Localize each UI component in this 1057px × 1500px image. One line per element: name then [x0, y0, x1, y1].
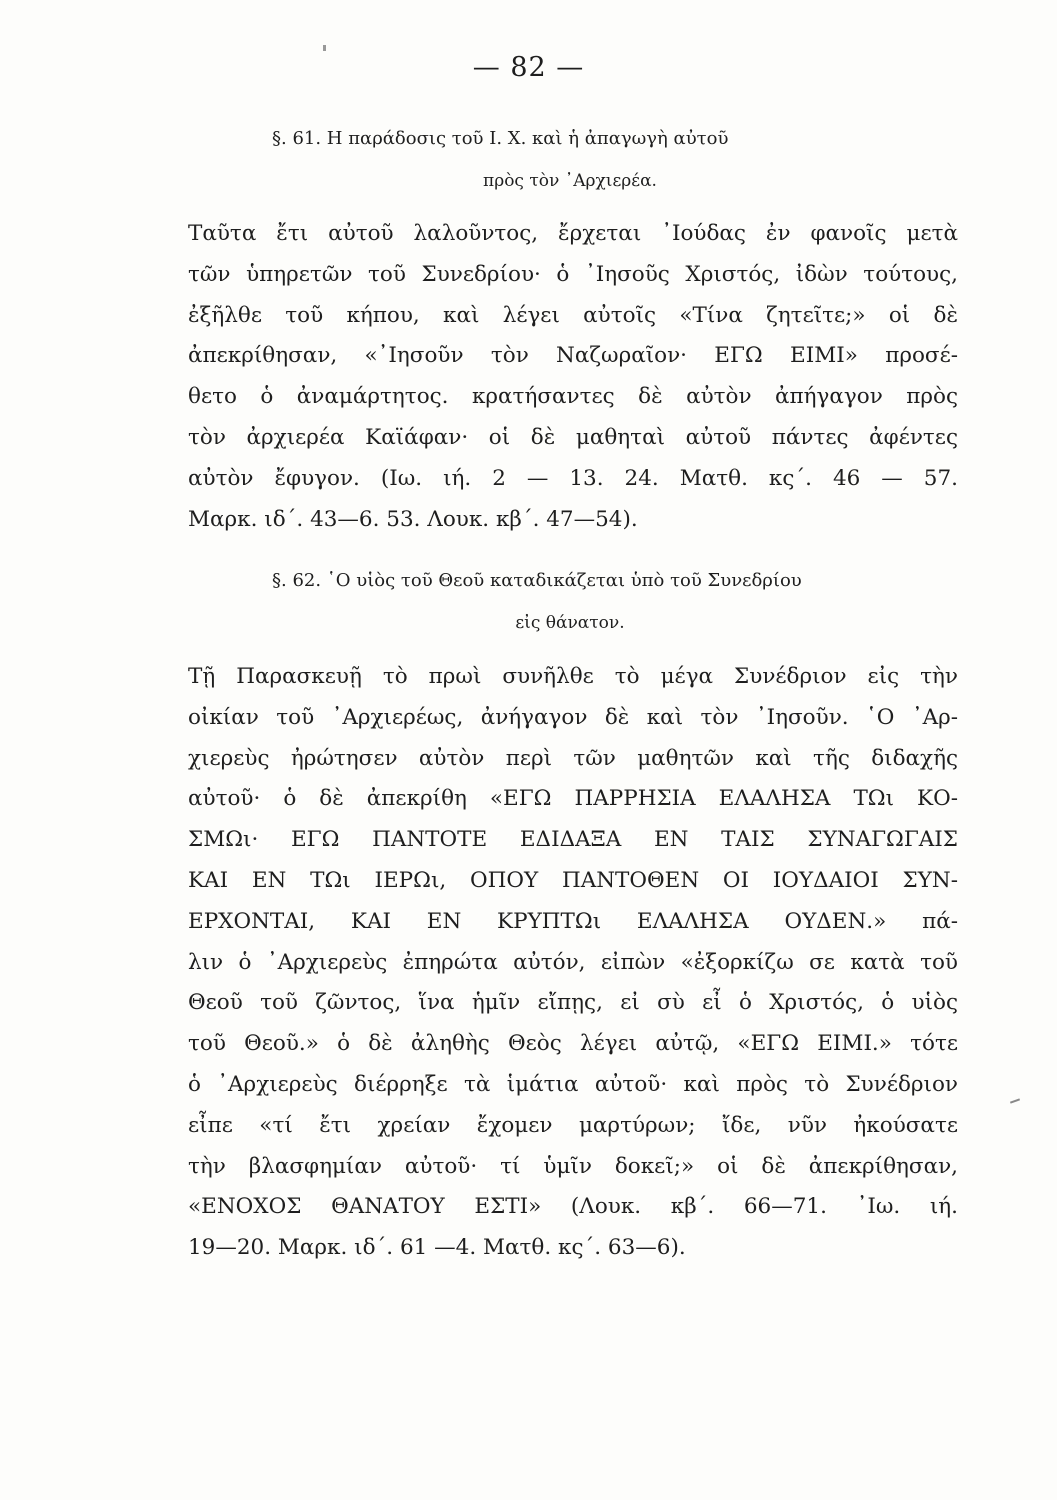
section-heading-61 [190, 118, 950, 202]
section-61-paragraph [188, 214, 958, 540]
text-line: ἀπεκρίθησαν, «᾿Ιησοῦν τὸν Ναζωραῖον· ΕΓΩ ΕΙΜΙ» προσέ- [188, 343, 958, 369]
section-heading-line: εἰς θάνατον. [515, 613, 625, 633]
text-line: θετο ὁ ἀναμάρτητος. κρατήσαντες δὲ αὐτὸν ἀπήγαγον πρὸς [188, 384, 958, 410]
text-line: τὴν βλασφημίαν αὐτοῦ· τί ὑμῖν δοκεῖ;» οἱ δὲ ἀπεκρίθησαν, [188, 1153, 958, 1179]
section-heading-line: §. 61. Η παράδοσις τοῦ Ι. Χ. καὶ ἡ ἀπαγωγὴ αὐτοῦ [272, 128, 729, 149]
text-line: Θεοῦ τοῦ ζῶντος, ἵνα ἡμῖν εἴπῃς, εἰ σὺ εἶ ὁ Χριστός, ὁ υἱὸς [188, 990, 958, 1016]
section-62-paragraph [188, 657, 958, 1269]
section-heading-line: πρὸς τὸν ᾿Αρχιερέα. [483, 171, 657, 191]
text-line: εἶπε «τί ἔτι χρείαν ἔχομεν μαρτύρων; ἴδε, νῦν ἠκούσατε [188, 1112, 958, 1138]
text-line: Μαρκ. ιδ΄. 43—6. 53. Λουκ. κβ΄. 47—54). [188, 506, 638, 532]
text-line: τῶν ὑπηρετῶν τοῦ Συνεδρίου· ὁ ᾿Ιησοῦς Χριστός, ἰδὼν τούτους, [188, 261, 958, 287]
text-line: ΕΡΧΟΝΤΑΙ, ΚΑΙ ΕΝ ΚΡΥΠΤΩι ΕΛΑΛΗΣΑ ΟΥΔΕΝ.» πά- [188, 908, 958, 934]
page-number: — 82 — [472, 52, 585, 83]
section-heading-62 [190, 560, 950, 644]
text-line: Τῇ Παρασκευῇ τὸ πρωὶ συνῆλθε τὸ μέγα Συνέδριον εἰς τὴν [188, 664, 958, 689]
text-line: χιερεὺς ἠρώτησεν αὐτὸν περὶ τῶν μαθητῶν καὶ τῆς διδαχῆς [188, 745, 958, 771]
text-line: ΚΑΙ ΕΝ ΤΩι ΙΕΡΩι, ΟΠΟΥ ΠΑΝΤΟΘΕΝ ΟΙ ΙΟΥΔΑΙΟΙ ΣΥΝ- [188, 867, 958, 893]
section-heading-line: §. 62. ῾Ο υἱὸς τοῦ Θεοῦ καταδικάζεται ὑπὸ τοῦ Συνεδρίου [272, 570, 802, 591]
margin-mark [1010, 1098, 1020, 1103]
text-line: Ταῦτα ἔτι αὐτοῦ λαλοῦντος, ἔρχεται ᾿Ιούδας ἐν φανοῖς μετὰ [188, 221, 958, 246]
text-line: «ΕΝΟΧΟΣ ΘΑΝΑΤΟΥ ΕΣΤΙ» (Λουκ. κβ΄. 66—71. ᾿Ιω. ιή. [188, 1194, 958, 1220]
text-line: αὐτοῦ· ὁ δὲ ἀπεκρίθη «ΕΓΩ ΠΑΡΡΗΣΙΑ ΕΛΑΛΗΣΑ ΤΩι ΚΟ- [188, 786, 958, 812]
text-line: οἰκίαν τοῦ ᾿Αρχιερέως, ἀνήγαγον δὲ καὶ τὸν ᾿Ιησοῦν. ῾Ο ᾿Αρ- [188, 704, 958, 730]
text-line: ὁ ᾿Αρχιερεὺς διέρρηξε τὰ ἱμάτια αὐτοῦ· καὶ πρὸς τὸ Συνέδριον [188, 1071, 958, 1097]
text-line: τὸν ἀρχιερέα Καϊάφαν· οἱ δὲ μαθηταὶ αὐτοῦ πάντες ἀφέντες [188, 424, 958, 450]
text-line: ἐξῆλθε τοῦ κήπου, καὶ λέγει αὐτοῖς «Τίνα ζητεῖτε;» οἱ δὲ [188, 302, 958, 328]
text-line: 19—20. Μαρκ. ιδ΄. 61 —4. Ματθ. κς΄. 63—6). [188, 1235, 686, 1261]
margin-mark [323, 45, 326, 51]
text-line: τοῦ Θεοῦ.» ὁ δὲ ἀληθὴς Θεὸς λέγει αὐτῷ, «ΕΓΩ ΕΙΜΙ.» τότε [188, 1031, 958, 1057]
text-line: λιν ὁ ᾿Αρχιερεὺς ἐπηρώτα αὐτόν, εἰπὼν «ἐξορκίζω σε κατὰ τοῦ [188, 949, 958, 975]
text-line: αὐτὸν ἔφυγον. (Ιω. ιή. 2 — 13. 24. Ματθ. κς΄. 46 — 57. [188, 465, 958, 491]
text-line: ΣΜΩι· ΕΓΩ ΠΑΝΤΟΤΕ ΕΔΙΔΑΞΑ ΕΝ ΤΑΙΣ ΣΥΝΑΓΩΓΑΙΣ [188, 827, 958, 853]
